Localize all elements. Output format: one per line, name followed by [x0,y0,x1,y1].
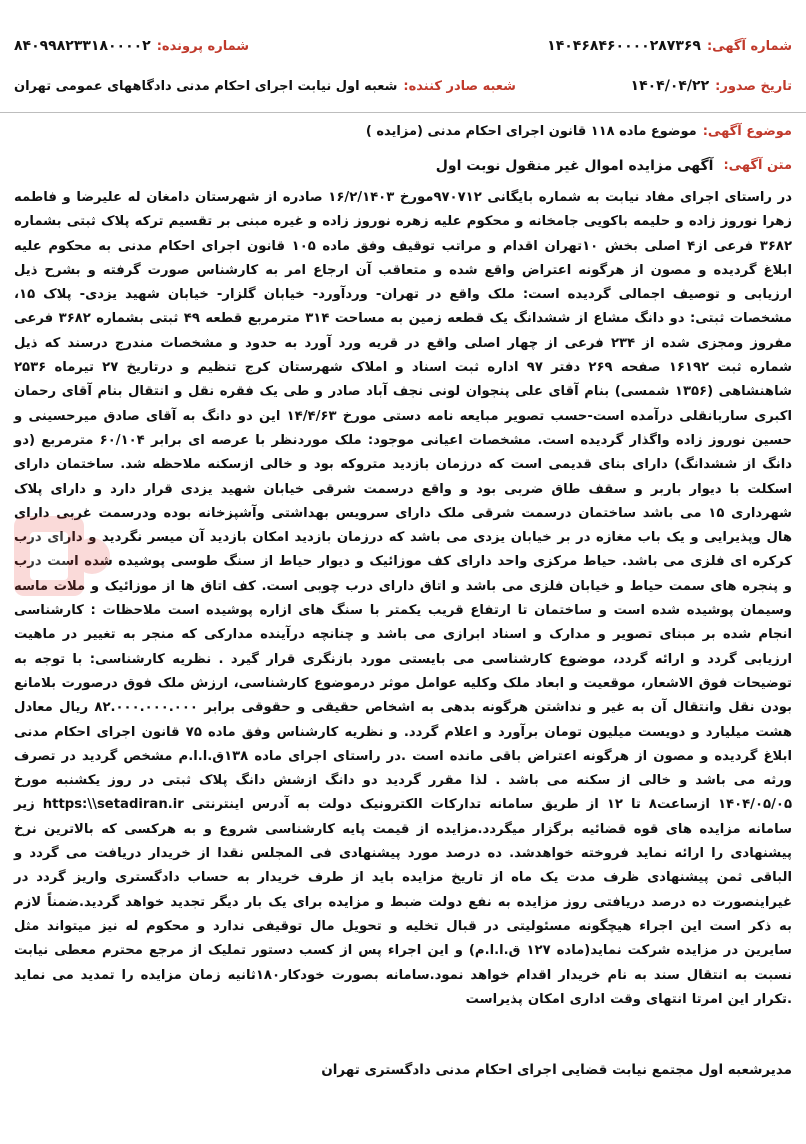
issuer-value: شعبه اول نیابت اجرای احکام مدنی دادگاههای عمومی تهران [14,78,398,94]
subject-line [14,124,792,139]
text-label: متن آگهی: [723,158,792,173]
subject-value: موضوع ماده ۱۱۸ قانون اجرای احکام مدنی (مزایده ) [365,124,697,139]
header-divider [0,112,806,113]
signature: مدیرشعبه اول مجتمع نیابت قضایی اجرای احکام مدنی دادگستری تهران [321,1062,792,1078]
issue-date [631,78,792,94]
notice-body: در راستای اجرای مفاد نیابت به شماره بایگانی ۹۷۰۷۱۲مورخ ۱۶/۲/۱۴۰۳ صادره از شهرستان دامغان له علیرضا و فاطمه زهرا نوروز زاده و حلیمه باکویی جامخانه و محکوم علیه زهره نوروز زاده و غیره مبنی بر تقسیم ترکه پلاک ثبتی بشماره ۳۶۸۲ فرعی از۴ اصلی بخش ۱۰تهران اقدام و مراتب توقیف وفق ماده ۱۰۵ قانون اجرای احکام مدنی به محکوم علیه ابلاغ گردیده و مصون از هرگونه اعتراض واقع شده و متعاقب آن ارجاع امر به کارشناس صورت گرفته و بشرح ذیل ارزیابی و توصیف اجمالی گردیده است: ملک واقع در تهران- وردآورد- خیابان گلزار- خیابان شهید یزدی- پلاک ۱۵، مشخصات ثبتی: دو دانگ مشاع از ششدانگ یک قطعه زمین به مساحت ۳۱۴ مترمربع قطعه ۴۹ ثبتی بشماره ۳۶۸۲ فرعی مفروز ومجزی شده از ۲۳۴ فرعی از چهار اصلی واقع در قریه ورد آورد به حدود و مشخصات مندرج درسند که ذیل شماره ثبت ۱۶۱۹۲ صفحه ۲۶۹ دفتر ۹۷ اداره ثبت اسناد و املاک شهرستان کرج تنظیم و درتاریخ ۲۷ تیرماه ۲۵۳۶ شاهنشاهی (۱۳۵۶ شمسی) بنام آقای علی پنجوان لونی نجف آباد صادر و طی یک فقره نقل و انتقال بنام آقای رحمان اکبری ساربانقلی درآمده است-حسب تصویر مبایعه نامه دستی مورخ ۱۴/۴/۶۳ این دو دانگ به آقای صادق میرحسینی و حسین نوروز زاده واگذار گردیده است. مشخصات اعیانی موجود: ملک موردنظر با عرصه ای برابر ۶۰/۱۰۴ مترمربع (دو دانگ از ششدانگ) دارای بنای قدیمی است که درزمان بازدید متروکه بود و خالی ازسکنه ملاحظه شد. ساختمان دارای اسکلت با دیوار باربر و سقف طاق ضربی بود و واقع درسمت شرقی خیابان شهید یزدی قرار دارد و دارای پلاک شهرداری ۱۵ می باشد ساختمان درسمت شرقی ملک دارای سرویس بهداشتی وآشپزخانه بوده ودرسمت غربی دارای هال وپذیرایی و یک باب مغازه در بر خیابان یزدی می باشد که درزمان بازدید امکان بازدید آن میسر نگردید و دارای درب کرکره ای فلزی می باشد. حیاط مرکزی واحد دارای کف موزائیک و دیوار حیاط از سنگ طوسی پوشیده شده است درب و پنجره های سمت حیاط و خیابان فلزی می باشد و اتاق دارای درب چوبی است. کف اتاق ها از موزائیک و ملات ماسه وسیمان پوشیده شده است و ساختمان تا ارتفاع قریب یکمتر با سنگ های ازاره پوشیده است ملاحظات : کارشناسی انجام شده بر مبنای تصویر و مدارک و اسناد ابرازی می باشد و چنانچه درآینده مدارکی که منجر به تغییر در ماهیت ارزیابی گردد و ارائه گردد، موضوع کارشناسی می بایستی مورد بازنگری قرار گیرد . نظریه کارشناسی: با توجه به توضیحات فوق الاشعار، موقعیت و ابعاد ملک وکلیه عوامل موثر درموضوع کارشناسی، ارزش ملک فوق درصورت بلامانع بودن نقل وانتقال آن به غیر و نداشتن هرگونه بدهی به اشخاص حقیقی و حقوقی برابر ۸۲.۰۰۰.۰۰۰.۰۰۰ ریال معادل هشت میلیارد و دویست میلیون تومان برآورد و اعلام گردد. و نظریه کارشناس وفق ماده ۷۵ قانون اجرای احکام مدنی ابلاغ گردیده و مصون از هرگونه اعتراض باقی مانده است .در راستای اجرای ماده ۱۳۸ق.ا.ا.م مشخص گردید در تصرف ورثه می باشد و خالی از سکنه می باشد . لذا مقرر گردید دو دانگ ازشش دانگ پلاک ثبتی در روز یکشنبه مورخ ۱۴۰۴/۰۵/۰۵ ازساعت۸ تا ۱۲ از طریق سامانه تدارکات الکترونیک دولت به آدرس اینترنتی https:\\setadiran.ir زیر سامانه مزایده های قوه قضائیه برگزار میگردد.مزایده از قیمت پایه کارشناسی شروع و به هرکسی که بالاترین نرخ پیشنهادی را ارائه نماید فروخته خواهدشد. ده درصد مورد پیشنهادی فی المجلس نقدا از خریدار دریافت می گردد و الباقی ثمن پیشنهادی ظرف مدت یک ماه از تاریخ مزایده باید از طرف خریدار به حساب دادگستری واریز گردد در غیراینصورت ده درصد دریافتی روز مزایده به نفع دولت ضبط و مزایده برای یک بار دیگر تجدید خواهد گردید.ضمناً لازم به ذکر است این اجراء هیچگونه مسئولیتی در قبال تخلیه و تحویل مال توقیفی ندارد و محکوم له نیز میتواند مثل سایرین در مزایده شرکت نماید(ماده ۱۲۷ ق.ا.ا.م) و این اجراء پس از کسب دستور تملیک از مرجع محترم معطی نیابت نسبت به انتقال سند به نام خریدار اقدام خواهد نمود.سامانه بصورت خودکار۱۸۰ثانیه زمان مزایده را تمدید می نماید .تکرار این امرتا انتهای وقت اداری امکان پذیراست [14,190,793,1007]
text-heading [14,158,792,174]
subject-label: موضوع آگهی: [702,124,792,139]
issue-date-label: تاریخ صدور: [715,78,792,94]
ad-number-value: ۱۴۰۴۶۸۴۶۰۰۰۰۲۸۷۳۶۹ [547,38,701,54]
header-row-1 [14,38,792,54]
issuer-label: شعبه صادر کننده: [403,78,516,94]
notice-title: آگهی مزایده اموال غیر منقول نوبت اول [435,158,714,174]
ad-number-label: شماره آگهی: [706,38,792,54]
case-number [14,38,249,54]
case-number-label: شماره پرونده: [156,38,250,54]
issue-date-value: ۱۴۰۴/۰۴/۲۲ [630,78,710,94]
ad-number [547,38,792,54]
case-number-value: ۸۴۰۹۹۸۲۳۳۱۸۰۰۰۰۲ [14,38,151,54]
watermark-logo-icon [0,486,136,626]
issuer [14,79,516,94]
header-row-2 [14,78,792,94]
